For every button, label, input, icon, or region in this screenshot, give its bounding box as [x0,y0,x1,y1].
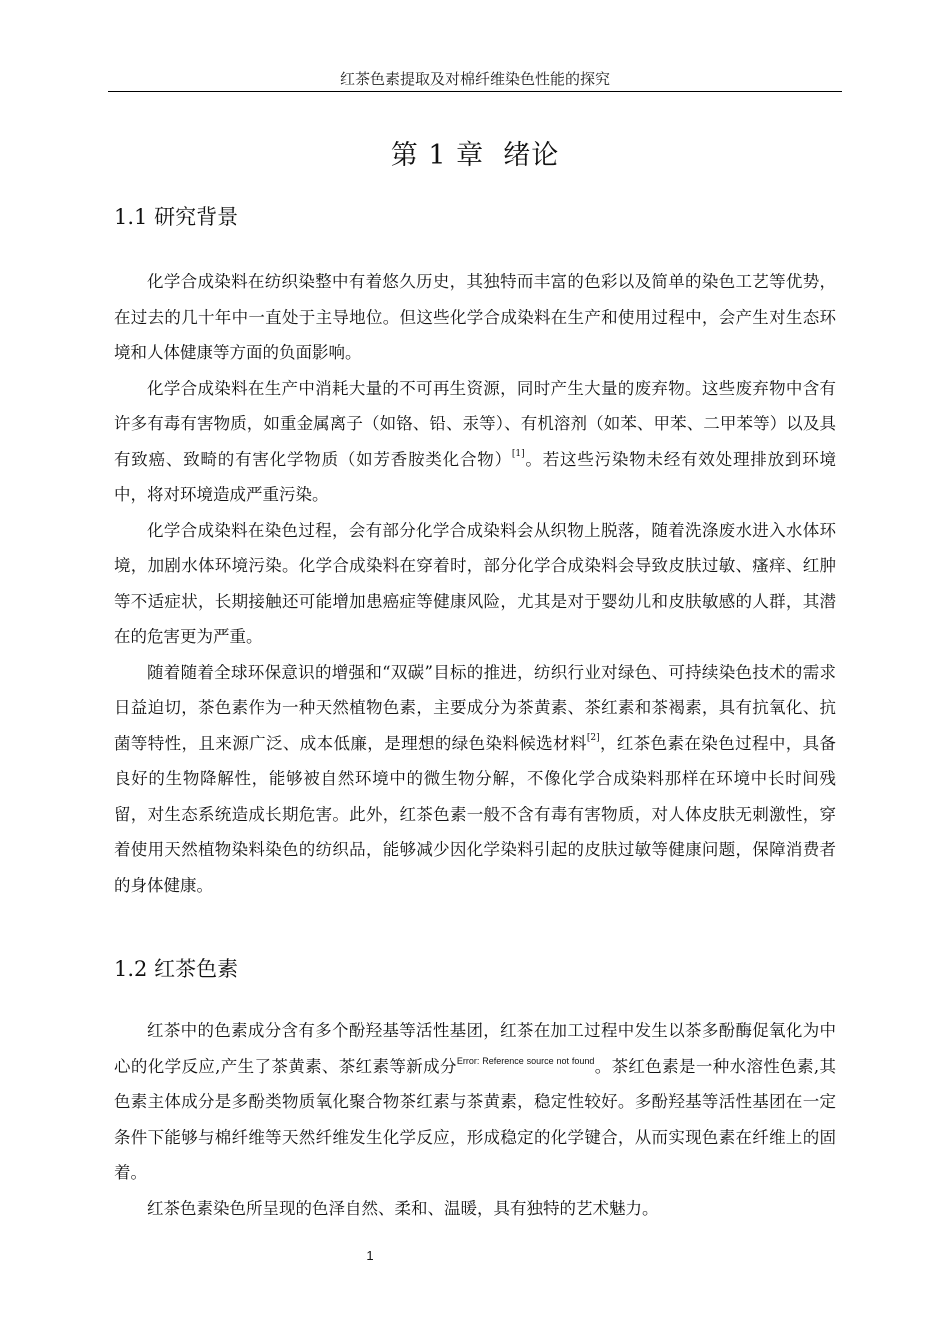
section-heading-research-background: 1.1 研究背景 [114,205,239,229]
paragraph [114,1191,836,1227]
paragraph-text: 红茶中的色素成分含有多个酚羟基等活性基团，红茶在加工过程中发生以茶多酚酶促氧化为中心的化学反应,产生了茶黄素、茶红素等新成分 [114,1021,836,1076]
paragraph-text: 随着随着全球环保意识的增强和“双碳”目标的推进，纺织行业对绿色、可持续染色技术的需求日益迫切，茶色素作为一种天然植物色素，主要成分为茶黄素、茶红素和茶褐素，具有抗氧化、抗菌等特性，且来源广泛、成本低廉，是理想的绿色染料候选材料 [114,662,836,753]
running-header-title: 红茶色素提取及对棉纤维染色性能的探究 [339,70,610,88]
paragraph [114,655,836,904]
paragraph-text: 化学合成染料在纺织染整中有着悠久历史，其独特而丰富的色彩以及简单的染色工艺等优势，在过去的几十年中一直处于主导地位。但这些化学合成染料在生产和使用过程中，会产生对生态环境和人体健康等方面的负面影响。 [114,272,836,362]
section-body-research-background [114,264,836,903]
paragraph [114,264,836,371]
paragraph-text: 化学合成染料在染色过程，会有部分化学合成染料会从织物上脱落，随着洗涤废水进入水体环境，加剧水体环境污染。化学合成染料在穿着时，部分化学合成染料会导致皮肤过敏、瘙痒、红肿等不适症状，长期接触还可能增加患癌症等健康风险，尤其是对于婴幼儿和皮肤敏感的人群，其潜在的危害更为严重。 [114,520,836,646]
paragraph-text: 化学合成染料在生产中消耗大量的不可再生资源，同时产生大量的废弃物。这些废弃物中含有许多有毒有害物质，如重金属离子（如铬、铅、汞等）、有机溶剂（如苯、甲苯、二甲苯等）以及具有致癌、致畸的有害化学物质（如芳香胺类化合物） [114,378,836,469]
paragraph-text: 红茶色素染色所呈现的色泽自然、柔和、温暖，具有独特的艺术魅力。 [147,1198,659,1218]
header-divider [108,91,842,92]
citation-ref[interactable]: [2] [586,732,600,743]
paragraph-text: ，红茶色素在染色过程中，具备良好的生物降解性，能够被自然环境中的微生物分解，不像化学合成染料那样在环境中长时间残留，对生态系统造成长期危害。此外，红茶色素一般不含有毒有害物质，对人体皮肤无刺激性，穿着使用天然植物染料染色的纺织品，能够减少因化学染料引起的皮肤过敏等健康问题，保障消费者的身体健康。 [114,733,837,895]
paragraph [114,513,836,655]
reference-error-field[interactable]: Error: Reference source not found [456,1055,595,1066]
section-heading-black-tea-pigment: 1.2 红茶色素 [114,957,239,981]
paragraph [114,371,836,513]
citation-ref[interactable]: [1] [511,448,525,459]
paragraph-text: 。茶红色素是一种水溶性色素,其色素主体成分是多酚类物质氧化聚合物茶红素与茶黄素，稳定性较好。多酚羟基等活性基团在一定条件下能够与棉纤维等天然纤维发生化学反应，形成稳定的化学键合，从而实现色素在纤维上的固着。 [114,1056,836,1182]
paragraph [114,1013,836,1191]
chapter-title: 第 1 章 绪论 [390,140,560,171]
section-body-black-tea-pigment [114,1013,836,1226]
paragraph-text: 。若这些污染物未经有效处理排放到环境中，将对环境造成严重污染。 [114,449,837,504]
page-number: 1 [366,1248,374,1263]
